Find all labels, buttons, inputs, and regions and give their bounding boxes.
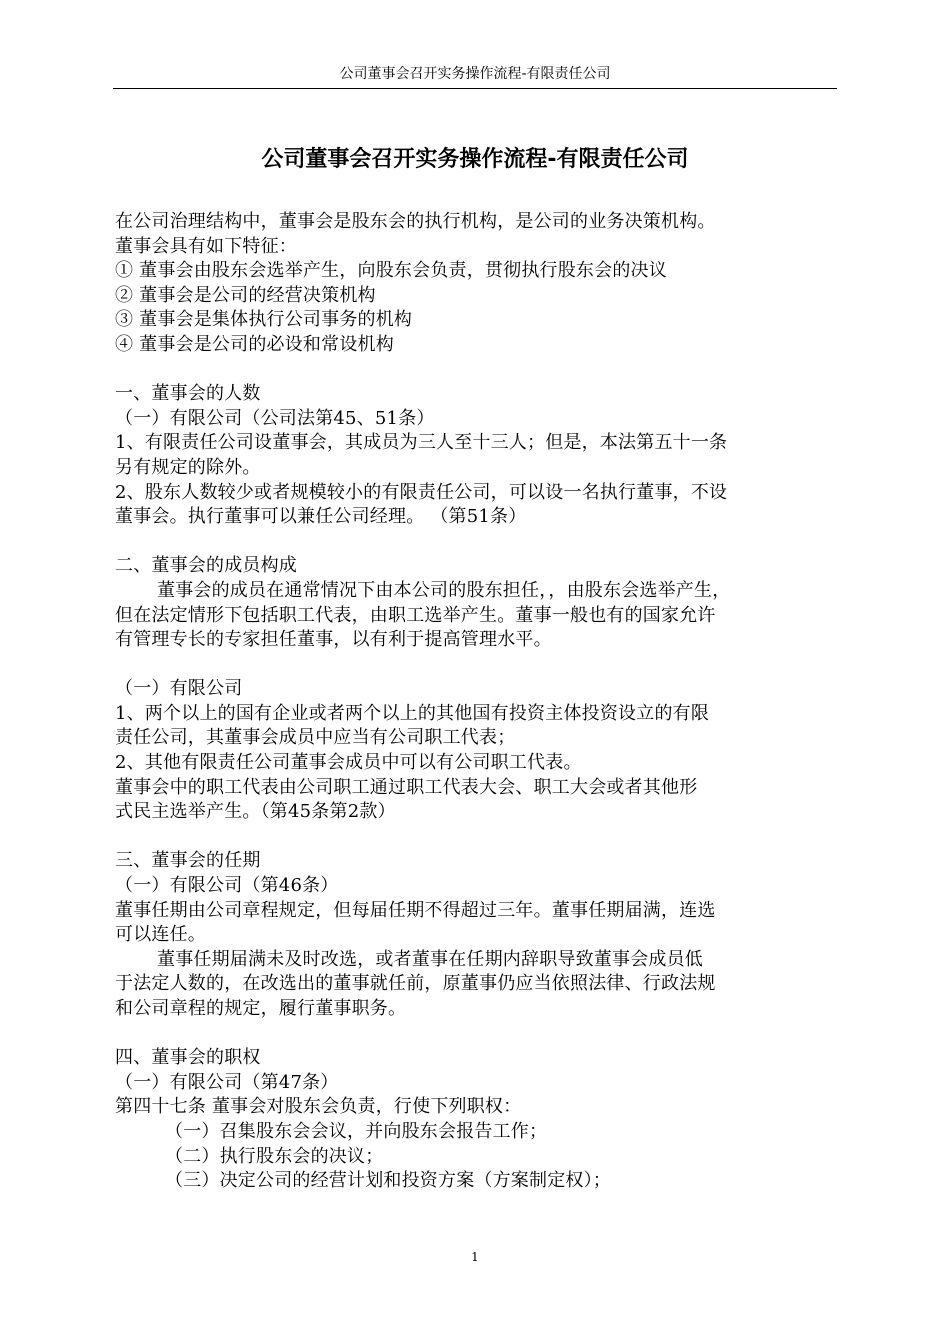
paragraph-line: 董事会的成员在通常情况下由本公司的股东担任，，由股东会选举产生， <box>157 579 731 601</box>
power-item: （三）决定公司的经营计划和投资方案（方案制定权）； <box>165 1170 611 1192</box>
section-line: 董事任期由公司章程规定，但每届任期不得超过三年。董事任期届满，连选 <box>115 899 716 921</box>
spacer <box>115 358 840 383</box>
power-item: （一）召集股东会会议，并向股东会报告工作； <box>165 1120 548 1142</box>
running-header <box>113 64 837 89</box>
section-heading: 四、董事会的职权 <box>115 1047 261 1069</box>
feature-item: ① 董事会由股东会选举产生，向股东会负责，贯彻执行股东会的决议 <box>115 260 667 282</box>
section-heading: 一、董事会的人数 <box>115 383 261 405</box>
section-line: （一）有限公司（公司法第45、51条） <box>115 407 435 429</box>
paragraph-line: 董事任期届满未及时改选，或者董事在任期内辞职导致董事会成员低 <box>157 948 703 970</box>
section-line: （一）有限公司（第47条） <box>115 1071 339 1093</box>
section-line: 另有规定的除外。 <box>115 456 261 478</box>
spacer <box>115 1022 840 1047</box>
intro-line: 在公司治理结构中，董事会是股东会的执行机构，是公司的业务决策机构。 <box>115 211 716 232</box>
spacer <box>115 653 840 678</box>
intro-line: 董事会具有如下特征： <box>115 235 297 257</box>
document-body <box>115 210 840 1194</box>
spacer <box>115 530 840 555</box>
paragraph-line: 但在法定情形下包括职工代表，由职工选举产生。董事一般也有的国家允许 <box>115 604 716 626</box>
section-line: 可以连任。 <box>115 924 206 946</box>
paragraph-line: 于法定人数的，在改选出的董事就任前，原董事仍应当依照法律、行政法规 <box>115 973 716 995</box>
paragraph-line: 有管理专长的专家担任董事，以有利于提高管理水平。 <box>115 629 552 651</box>
section-line: 2、股东人数较少或者规模较小的有限责任公司，可以设一名执行董事，不设 <box>115 481 728 503</box>
feature-item: ② 董事会是公司的经营决策机构 <box>115 284 376 306</box>
section-heading: 二、董事会的成员构成 <box>115 555 297 577</box>
feature-item: ④ 董事会是公司的必设和常设机构 <box>115 333 394 355</box>
section-line: 董事会。执行董事可以兼任公司经理。 （第51条） <box>115 506 527 528</box>
page-number: 1 <box>471 1250 479 1264</box>
section-line: 1、两个以上的国有企业或者两个以上的其他国有投资主体投资设立的有限 <box>115 702 710 724</box>
paragraph-line: 和公司章程的规定，履行董事职务。 <box>115 998 407 1019</box>
section-line: 董事会中的职工代表由公司职工通过职工代表大会、职工大会或者其他形 <box>115 776 698 798</box>
running-header-title: 公司董事会召开实务操作流程-有限责任公司 <box>339 66 611 82</box>
section-line: 式民主选举产生。（第45条第2款） <box>115 801 396 823</box>
section-line: 责任公司，其董事会成员中应当有公司职工代表； <box>115 727 516 749</box>
section-heading: 三、董事会的任期 <box>115 850 261 872</box>
section-line: （一）有限公司（第46条） <box>115 875 339 897</box>
section-line: 第四十七条 董事会对股东会负责，行使下列职权： <box>115 1096 522 1118</box>
section-line: 2、其他有限责任公司董事会成员中可以有公司职工代表。 <box>115 752 582 774</box>
power-item: （二）执行股东会的决议； <box>165 1145 384 1167</box>
spacer <box>115 825 840 850</box>
feature-item: ③ 董事会是集体执行公司事务的机构 <box>115 309 413 331</box>
section-line: （一）有限公司 <box>115 678 243 700</box>
section-line: 1、有限责任公司设董事会，其成员为三人至十三人；但是，本法第五十一条 <box>115 432 728 454</box>
document-title: 公司董事会召开实务操作流程-有限责任公司 <box>261 147 689 172</box>
